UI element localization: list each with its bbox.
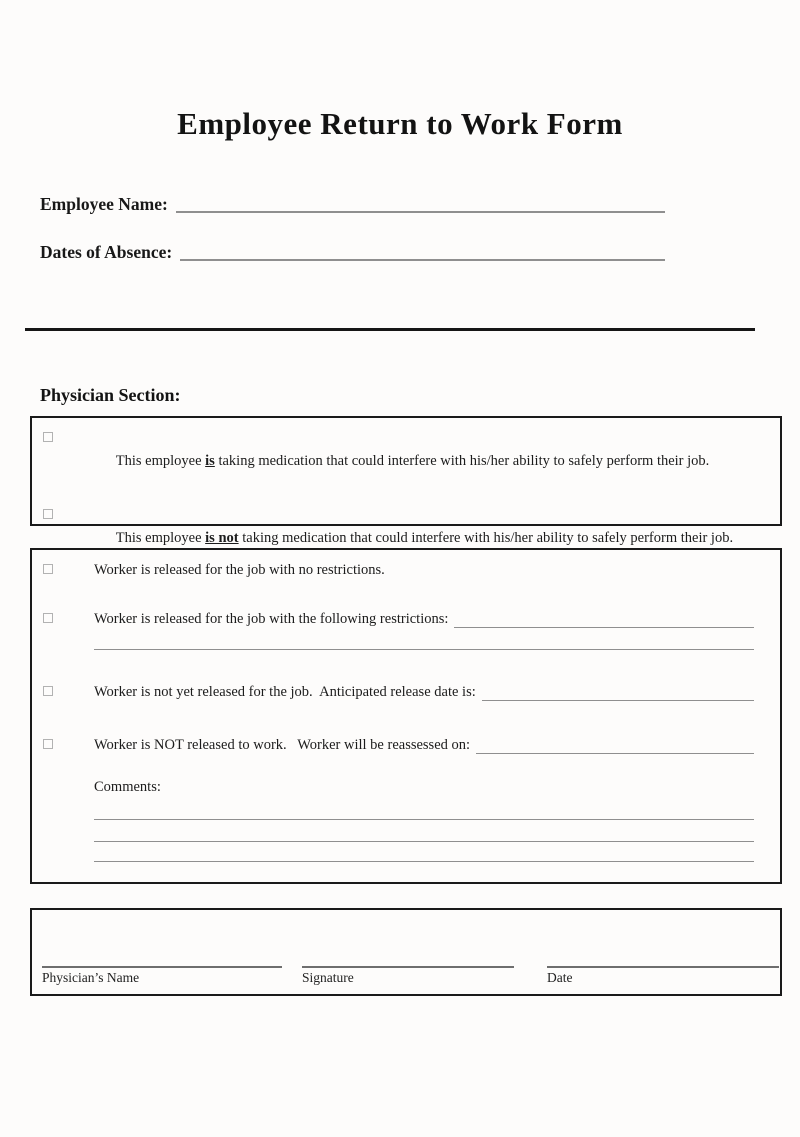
release-option-row xyxy=(32,609,780,629)
dates-of-absence-input-line[interactable] xyxy=(180,240,665,261)
page-title: Employee Return to Work Form xyxy=(177,106,623,141)
checkbox-icon[interactable] xyxy=(43,509,53,519)
medication-option-text: This employee is not taking medication that could interfere with his/her ability to safely perform their job. xyxy=(115,530,734,546)
section-divider xyxy=(25,328,755,331)
medication-options-box xyxy=(30,416,782,546)
checkbox-icon[interactable] xyxy=(43,686,53,696)
release-option-text: Worker is not yet released for the job. Anticipated release date is: xyxy=(94,684,476,700)
release-option-text: Worker is released for the job with the following restrictions: xyxy=(94,611,449,627)
release-option-row xyxy=(32,735,780,755)
comments-label: Comments: xyxy=(94,779,161,795)
comment-line[interactable] xyxy=(94,841,754,842)
date-label: Date xyxy=(547,970,573,985)
release-date-input-line[interactable] xyxy=(482,682,754,701)
checkbox-icon[interactable] xyxy=(43,613,53,623)
emphasis-is: is xyxy=(205,453,215,469)
employee-name-row xyxy=(40,192,665,216)
dates-of-absence-row xyxy=(40,240,665,264)
physician-name-field xyxy=(42,958,282,986)
employee-name-label: Employee Name: xyxy=(40,194,168,214)
employee-name-input-line[interactable] xyxy=(176,192,665,213)
signature-box xyxy=(30,908,782,996)
checkbox-icon[interactable] xyxy=(43,432,53,442)
checkbox-icon[interactable] xyxy=(43,739,53,749)
emphasis-is-not: is not xyxy=(205,530,239,546)
physician-section-heading: Physician Section: xyxy=(40,385,181,405)
release-option-text: Worker is released for the job with no restrictions. xyxy=(94,562,385,578)
release-option-row xyxy=(32,682,780,702)
dates-of-absence-label: Dates of Absence: xyxy=(40,242,173,262)
medication-option-row xyxy=(32,425,780,502)
release-option-text: Worker is NOT released to work. Worker will be reassessed on: xyxy=(94,737,471,753)
reassess-date-input-line[interactable] xyxy=(476,735,754,754)
release-options-box xyxy=(30,548,782,884)
checkbox-icon[interactable] xyxy=(43,564,53,574)
physician-name-label: Physician’s Name xyxy=(42,970,140,985)
restrictions-input-line[interactable] xyxy=(454,609,754,628)
date-line[interactable] xyxy=(547,958,779,968)
comment-line[interactable] xyxy=(94,819,754,820)
medication-option-text: This employee is taking medication that could interfere with his/her ability to safely perform their job. xyxy=(115,453,710,469)
physician-name-signature-line[interactable] xyxy=(42,958,282,968)
restrictions-continuation-line[interactable] xyxy=(94,649,754,650)
release-option-row xyxy=(32,560,780,580)
signature-label: Signature xyxy=(302,970,354,985)
comment-line[interactable] xyxy=(94,861,754,862)
date-field xyxy=(547,958,779,986)
signature-line[interactable] xyxy=(302,958,514,968)
signature-field xyxy=(302,958,514,986)
